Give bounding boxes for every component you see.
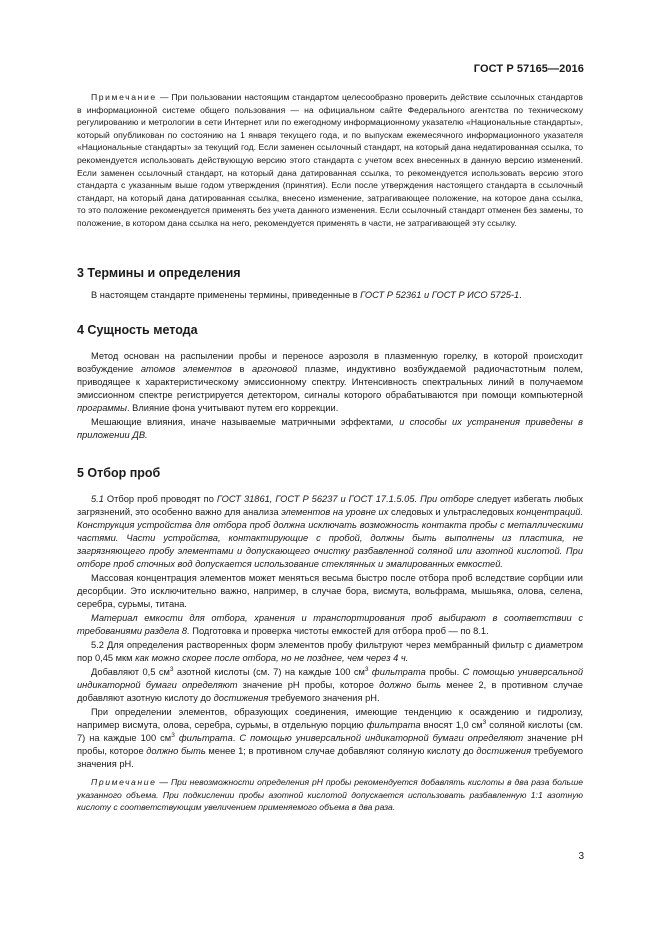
references-note: [77, 91, 583, 231]
clause-5-1-paragraph-3: Материал емкости для отбора, хранения и транспортирования проб выбирают в соответствии с требованиями раздела 8. Подготовка и проверка чистоты емкостей для отбора проб — по 8.1.: [77, 612, 583, 636]
section-4-body: [77, 350, 583, 443]
clause-5-1: 5.1 Отбор проб проводят по ГОСТ 31861, ГОСТ Р 56237 и ГОСТ 17.1.5.05. При отборе следует избегать любых загрязнений, это особенно важно для анализа элементов на уровне их следовых и ультраследовых концентраций. Конструкция устройства для отбора проб должна исключать возможность контакта пробы с металлическими частями. Части устройства, контактирующие с пробой, должны быть выполнены из пластика, не загрязняющего пробу элементами и допускающего очистку разбавленной соляной или азотной кислотой. При отборе проб сточных вод допускается использование стеклянных и эмалированных емкостей.: [77, 494, 584, 569]
page-number: 3: [578, 851, 584, 862]
clause-5-1-paragraph-2: Массовая концентрация элементов может меняться весьма быстро после отбора проб вследствие сорбции или десорбции. Это исключительно важно, например, в случае бора, висмута, вольфрама, мышьяка, олова, селена, серебра, сурьмы, титана.: [77, 572, 583, 609]
section-3-body: В настоящем стандарте применены термины, приведенные в ГОСТ Р 52361 и ГОСТ Р ИСО 5725-1.: [91, 290, 522, 300]
clause-5-2: 5.2 Для определения растворенных форм элементов пробу фильтруют через мембранный фильтр с диаметром пор 0,45 мкм как можно скорее после отбора, но не позднее, чем через 4 ч.: [77, 640, 583, 664]
note-text: — При пользовании настоящим стандартом целесообразно проверить действие ссылочных стандартов в информационной системе общего пользования — на официальном сайте Федерального агентства по техническому регулированию и метрологии в сети Интернет или по ежегодному информационному указателю «Национальные стандарты», который опубликован по состоянию на 1 января текущего года, и по выпускам ежемесячного информационного указателя «Национальные стандарты» за текущий год. Если заменен ссылочный стандарт, на который дана недатированная ссылка, то рекомендуется использовать действующую версию этого стандарта с учетом всех внесенных в данную версию изменений. Если заменен ссылочный стандарт, на который дана датированная ссылка, то рекомендуется использовать версию этого стандарта с указанным выше годом утверждения (принятия). Если после утверждения настоящего стандарта в ссылочный стандарт, на который дана датированная ссылка, внесено изменение, затрагивающее положение, на которое дана ссылка, то это положение рекомендуется применять без учета данного изменения. Если ссылочный стандарт отменен без замены, то положение, в котором дана ссылка на него, рекомендуется применять в части, не затрагивающей эту ссылку.: [77, 92, 583, 228]
section-5-note: Примечание — При невозможности определения pH пробы рекомендуется добавлять кислоты в два раза больше указанного объема. При подкислении пробы азотной кислотой допускается использовать разбавленную 1:1 азотную кислоту с соответствующим увеличением применяемого объема в два раза.: [77, 776, 583, 813]
note-label: Примечание: [91, 92, 157, 102]
document-header: ГОСТ Р 57165—2016: [473, 63, 584, 75]
section-4-paragraph-2: Мешающие влияния, иначе называемые матричными эффектами, и способы их устранения приведены в приложении ДВ.: [77, 416, 583, 440]
section-5-body: [77, 493, 583, 815]
section-4-paragraph-1: Метод основан на распылении пробы и переносе аэрозоля в плазменную горелку, в которой происходит возбуждение атомов элементов в аргоновой плазме, индуктивно возбуждаемой радиочастотным полем, приводящее к характеристическому эмиссионному спектру. Интенсивность спектральных линий в получаемом эмиссионном спектре регистрируется детектором, сигналы которого обрабатываются при помощи компьютерной программы. Влияние фона учитывают путем его коррекции.: [77, 351, 583, 413]
section-5-title: 5 Отбор проб: [77, 466, 161, 480]
section-4-title: 4 Сущность метода: [77, 323, 198, 337]
clause-5-2-paragraph-2: Добавляют 0,5 $см^3$ азотной кислоты (см. 7) на каждые 100 $см^3$ фильтрата пробы. С помощью универсальной индикаторной бумаги определяют значение pH пробы, которое должно быть менее 2, в противном случае добавляют азотную кислоту до достижения требуемого значения pH.: [77, 666, 583, 704]
section-3-title: 3 Термины и определения: [77, 266, 241, 280]
clause-5-2-paragraph-3: При определении элементов, образующих соединения, имеющие тенденцию к осаждению и гидролизу, например висмута, олова, серебра, сурьмы, в отдельную порцию фильтрата вносят 1,0 $см^3$ соляной кислоты (см. 7) на каждые 100 $см^3$ фильтрата. С помощью универсальной индикаторной бумаги определяют значение pH пробы, которое должно быть менее 1; в противном случае добавляют соляную кислоту до достижения требуемого значения pH.: [77, 707, 583, 770]
